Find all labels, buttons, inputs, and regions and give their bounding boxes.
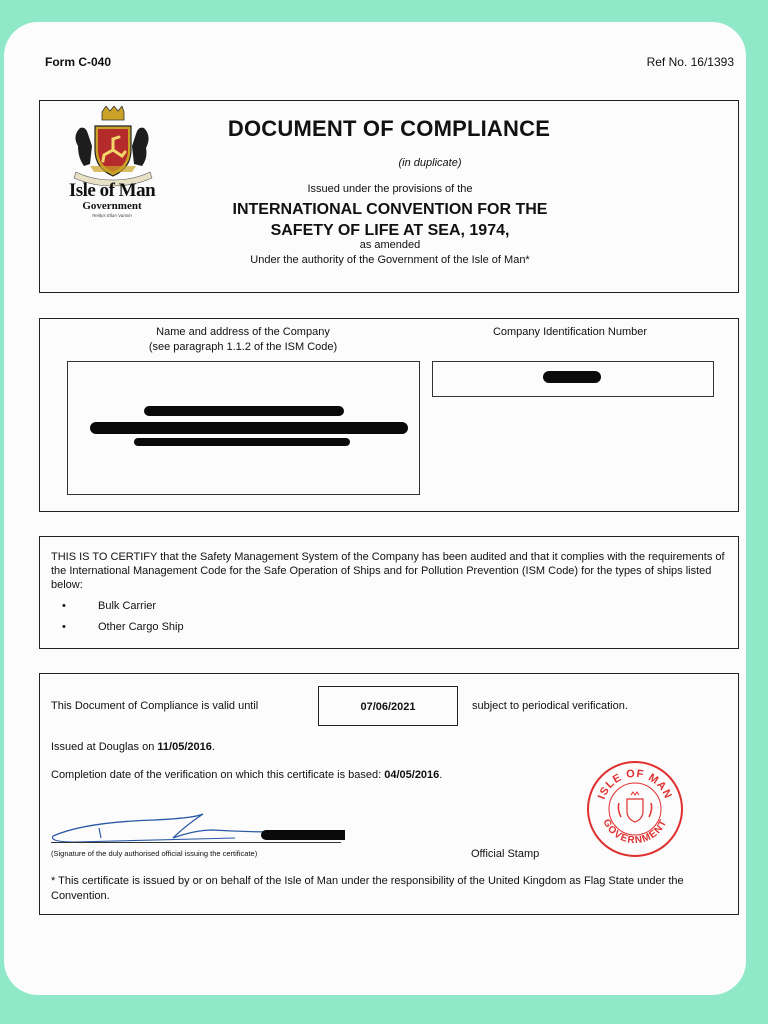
issued-date: 11/05/2016	[157, 741, 212, 753]
official-stamp-seal-icon	[585, 759, 685, 859]
company-name-label-line-2: (see paragraph 1.1.2 of the ISM Code)	[148, 341, 338, 353]
issued-suffix: .	[211, 741, 215, 753]
reference-number: Ref No. 16/1393	[646, 55, 734, 69]
logo-subtitle: Government	[82, 200, 142, 212]
footnote: * This certificate is issued by or on behalf of the Isle of Man under the responsibility of the United Kingdom as Flag State under the Convention.	[51, 875, 684, 902]
certification-panel	[39, 536, 739, 649]
official-signature	[45, 804, 345, 854]
redaction-bar	[144, 406, 344, 416]
valid-until-label: This Document of Compliance is valid until	[51, 700, 259, 712]
ship-type-label: Bulk Carrier	[98, 600, 157, 612]
bullet: •	[62, 600, 66, 612]
ship-type-item	[62, 600, 156, 612]
completion-line	[51, 769, 442, 781]
issued-at-prefix: Issued at Douglas on	[51, 741, 158, 753]
verification-note: subject to periodical verification.	[472, 700, 628, 712]
logo-name: Isle of Man	[68, 180, 156, 201]
completion-suffix: .	[439, 769, 443, 781]
isle-of-man-government-logo	[62, 181, 162, 219]
company-address-field	[67, 361, 420, 495]
signature-caption: (Signature of the duly authorised official issuing the certificate)	[51, 849, 258, 858]
stamp-top-text: ISLE OF MAN	[595, 767, 675, 802]
company-id-label: Company Identification Number	[492, 326, 648, 338]
logo-tagline: Reiltys Ellan Vannin	[92, 213, 132, 218]
authority-line: Under the authority of the Government of the Isle of Man*	[250, 254, 530, 266]
issued-at-line	[51, 741, 215, 753]
duplicate-note: (in duplicate)	[398, 157, 462, 169]
as-amended: as amended	[359, 239, 421, 251]
redaction-bar	[90, 422, 408, 434]
stamp-bottom-text: GOVERNMENT	[600, 817, 670, 847]
signature-line	[51, 842, 341, 843]
completion-date: 04/05/2016	[384, 769, 440, 781]
title-panel	[39, 100, 739, 293]
form-number: Form C-040	[45, 55, 112, 69]
company-id-field	[432, 361, 714, 397]
validity-panel	[39, 673, 739, 915]
convention-line-2: SAFETY OF LIFE AT SEA, 1974,	[270, 222, 510, 239]
convention-title	[160, 199, 620, 241]
company-name-label-line-1: Name and address of the Company	[156, 326, 330, 338]
valid-until-date: 07/06/2021	[318, 686, 458, 726]
completion-prefix: Completion date of the verification on which this certificate is based:	[51, 769, 385, 781]
redaction-bar	[543, 371, 601, 383]
redaction-bar	[134, 438, 350, 446]
ship-type-label: Other Cargo Ship	[98, 621, 184, 633]
company-name-label	[98, 325, 388, 355]
official-stamp-label: Official Stamp	[471, 848, 540, 860]
convention-line-1: INTERNATIONAL CONVENTION FOR THE	[232, 201, 548, 218]
company-panel	[39, 318, 739, 512]
document-title: DOCUMENT OF COMPLIANCE	[227, 116, 551, 141]
ship-type-item	[62, 621, 184, 633]
bullet: •	[62, 621, 66, 633]
issued-under: Issued under the provisions of the	[307, 183, 473, 195]
certification-statement: THIS IS TO CERTIFY that the Safety Management System of the Company has been audited and that it complies with the requirements of the International Management Code for the Safe Operation of Ships and for Pollution Prevention (ISM Code) for the types of ships listed below:	[51, 551, 725, 591]
